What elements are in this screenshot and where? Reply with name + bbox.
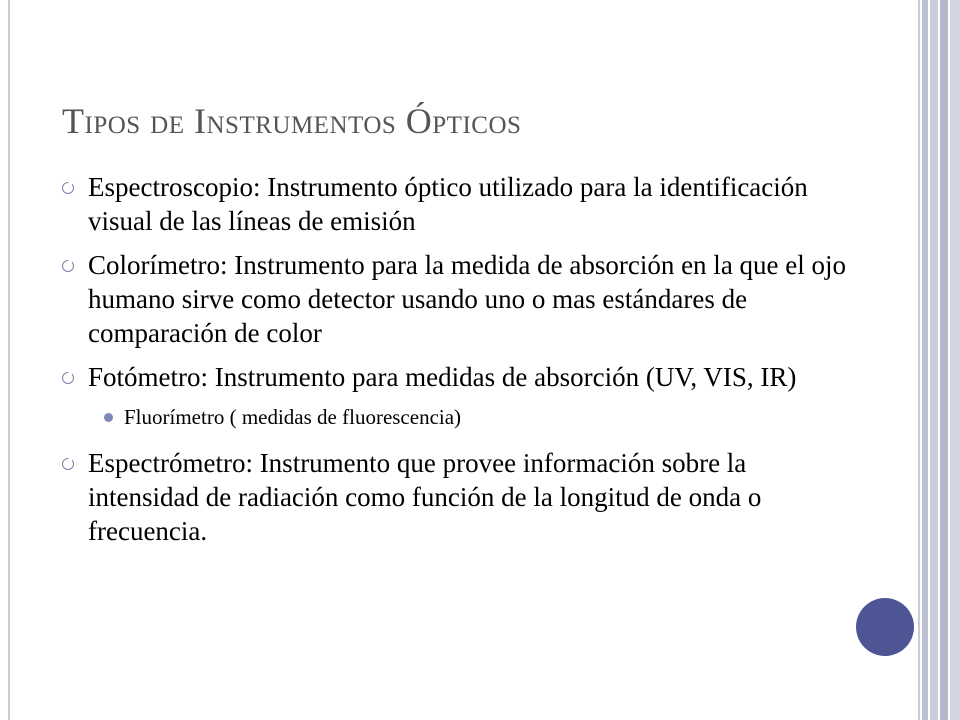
bullet-ring-icon (62, 372, 74, 384)
side-decoration-band (940, 0, 948, 720)
accent-circle (856, 598, 914, 656)
bullet-espectroscopio (60, 170, 850, 238)
bullet-list (60, 170, 850, 558)
bullet-text: Fotómetro: Instrumento para medidas de absorción (UV, VIS, IR) (88, 362, 797, 392)
bullet-ring-icon (62, 458, 74, 470)
bullet-ring-icon (62, 182, 74, 194)
bullet-dot-icon (104, 413, 113, 422)
bullet-text: Espectrómetro: Instrumento que provee información sobre la intensidad de radiación como función de la longitud de onda o frecuencia. (88, 448, 762, 546)
sub-bullet-text: Fluorímetro ( medidas de fluorescencia) (124, 405, 462, 429)
side-decoration-band (922, 0, 928, 720)
bullet-text: Espectroscopio: Instrumento óptico utilizado para la identificación visual de las líneas de emisión (88, 172, 808, 236)
bullet-ring-icon (62, 260, 74, 272)
bullet-text: Colorímetro: Instrumento para la medida de absorción en la que el ojo humano sirve como detector usando uno o mas estándares de comparación de color (88, 250, 847, 348)
slide-title: Tipos de Instrumentos Ópticos (62, 101, 522, 141)
bullet-fotometro (60, 360, 850, 394)
bullet-espectrometro (60, 446, 850, 548)
bullet-colorimetro (60, 248, 850, 350)
sub-bullet-fluorimetro (102, 402, 850, 432)
side-decoration-band (930, 0, 938, 720)
side-decoration-band (950, 0, 960, 720)
